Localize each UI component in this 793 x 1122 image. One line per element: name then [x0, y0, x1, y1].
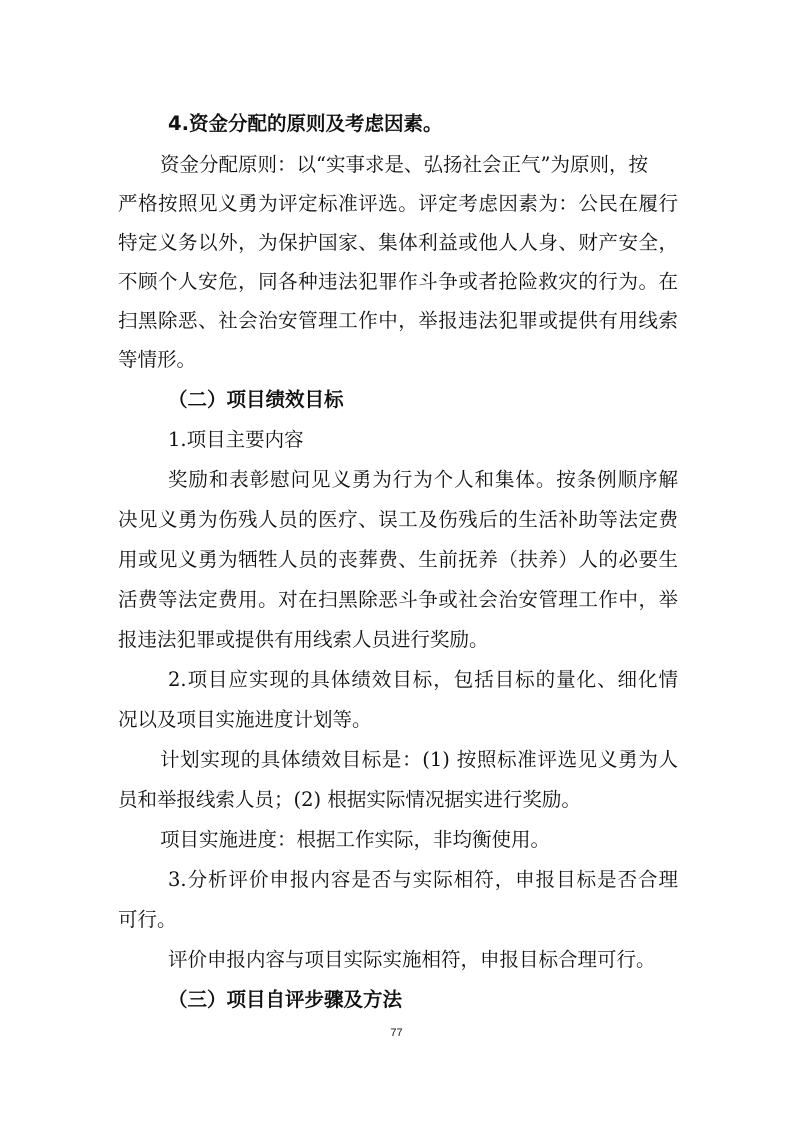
paragraph-line: 不顾个人安危，同各种违法犯罪作斗争或者抢险救灾的行为。在: [118, 270, 678, 293]
paragraph-line: 奖励和表彰慰问见义勇为行为个人和集体。按条例顺序解: [168, 468, 678, 491]
section-heading-self-evaluation: （三）项目自评步骤及方法: [168, 988, 403, 1011]
paragraph-line: 扫黑除恶、社会治安管理工作中，举报违法犯罪或提供有用线索: [118, 309, 678, 332]
paragraph-line: 报违法犯罪或提供有用线索人员进行奖励。: [118, 628, 489, 651]
paragraph-line: 用或见义勇为牺牲人员的丧葬费、生前抚养（扶养）人的必要生: [118, 548, 678, 571]
paragraph-line: 资金分配原则：以“实事求是、弘扬社会正气”为原则，按: [160, 153, 648, 176]
paragraph-line: 评价申报内容与项目实际实施相符，申报目标合理可行。: [168, 948, 656, 971]
paragraph-line: 严格按照见义勇为评定标准评选。评定考虑因素为：公民在履行: [118, 192, 678, 215]
page-number: 77: [390, 1027, 403, 1039]
section-heading-performance-goals: （二）项目绩效目标: [168, 388, 344, 411]
subheading-evaluation: 3.分析评价申报内容是否与实际相符，申报目标是否合理: [168, 868, 678, 891]
paragraph-line: 决见义勇为伤残人员的医疗、误工及伤残后的生活补助等法定费: [118, 508, 678, 531]
paragraph-line: 特定义务以外，为保护国家、集体利益或他人人身、财产安全，: [118, 231, 678, 254]
paragraph-line: 等情形。: [118, 348, 197, 371]
paragraph-line: 项目实施进度：根据工作实际，非均衡使用。: [160, 828, 551, 851]
paragraph-line: 活费等法定费用。对在扫黑除恶斗争或社会治安管理工作中，举: [118, 588, 678, 611]
subheading-main-content: 1.项目主要内容: [168, 428, 304, 451]
paragraph-line: 员和举报线索人员；(2) 根据实际情况据实进行奖励。: [118, 788, 581, 811]
section-heading-fund-allocation: 4.资金分配的原则及考虑因素。: [168, 112, 443, 135]
subheading-performance-targets: 2.项目应实现的具体绩效目标，包括目标的量化、细化情: [168, 668, 678, 691]
paragraph-line: 况以及项目实施进度计划等。: [118, 708, 372, 731]
paragraph-line: 可行。: [118, 908, 177, 931]
paragraph-line: 计划实现的具体绩效目标是：(1) 按照标准评选见义勇为人: [160, 748, 678, 771]
